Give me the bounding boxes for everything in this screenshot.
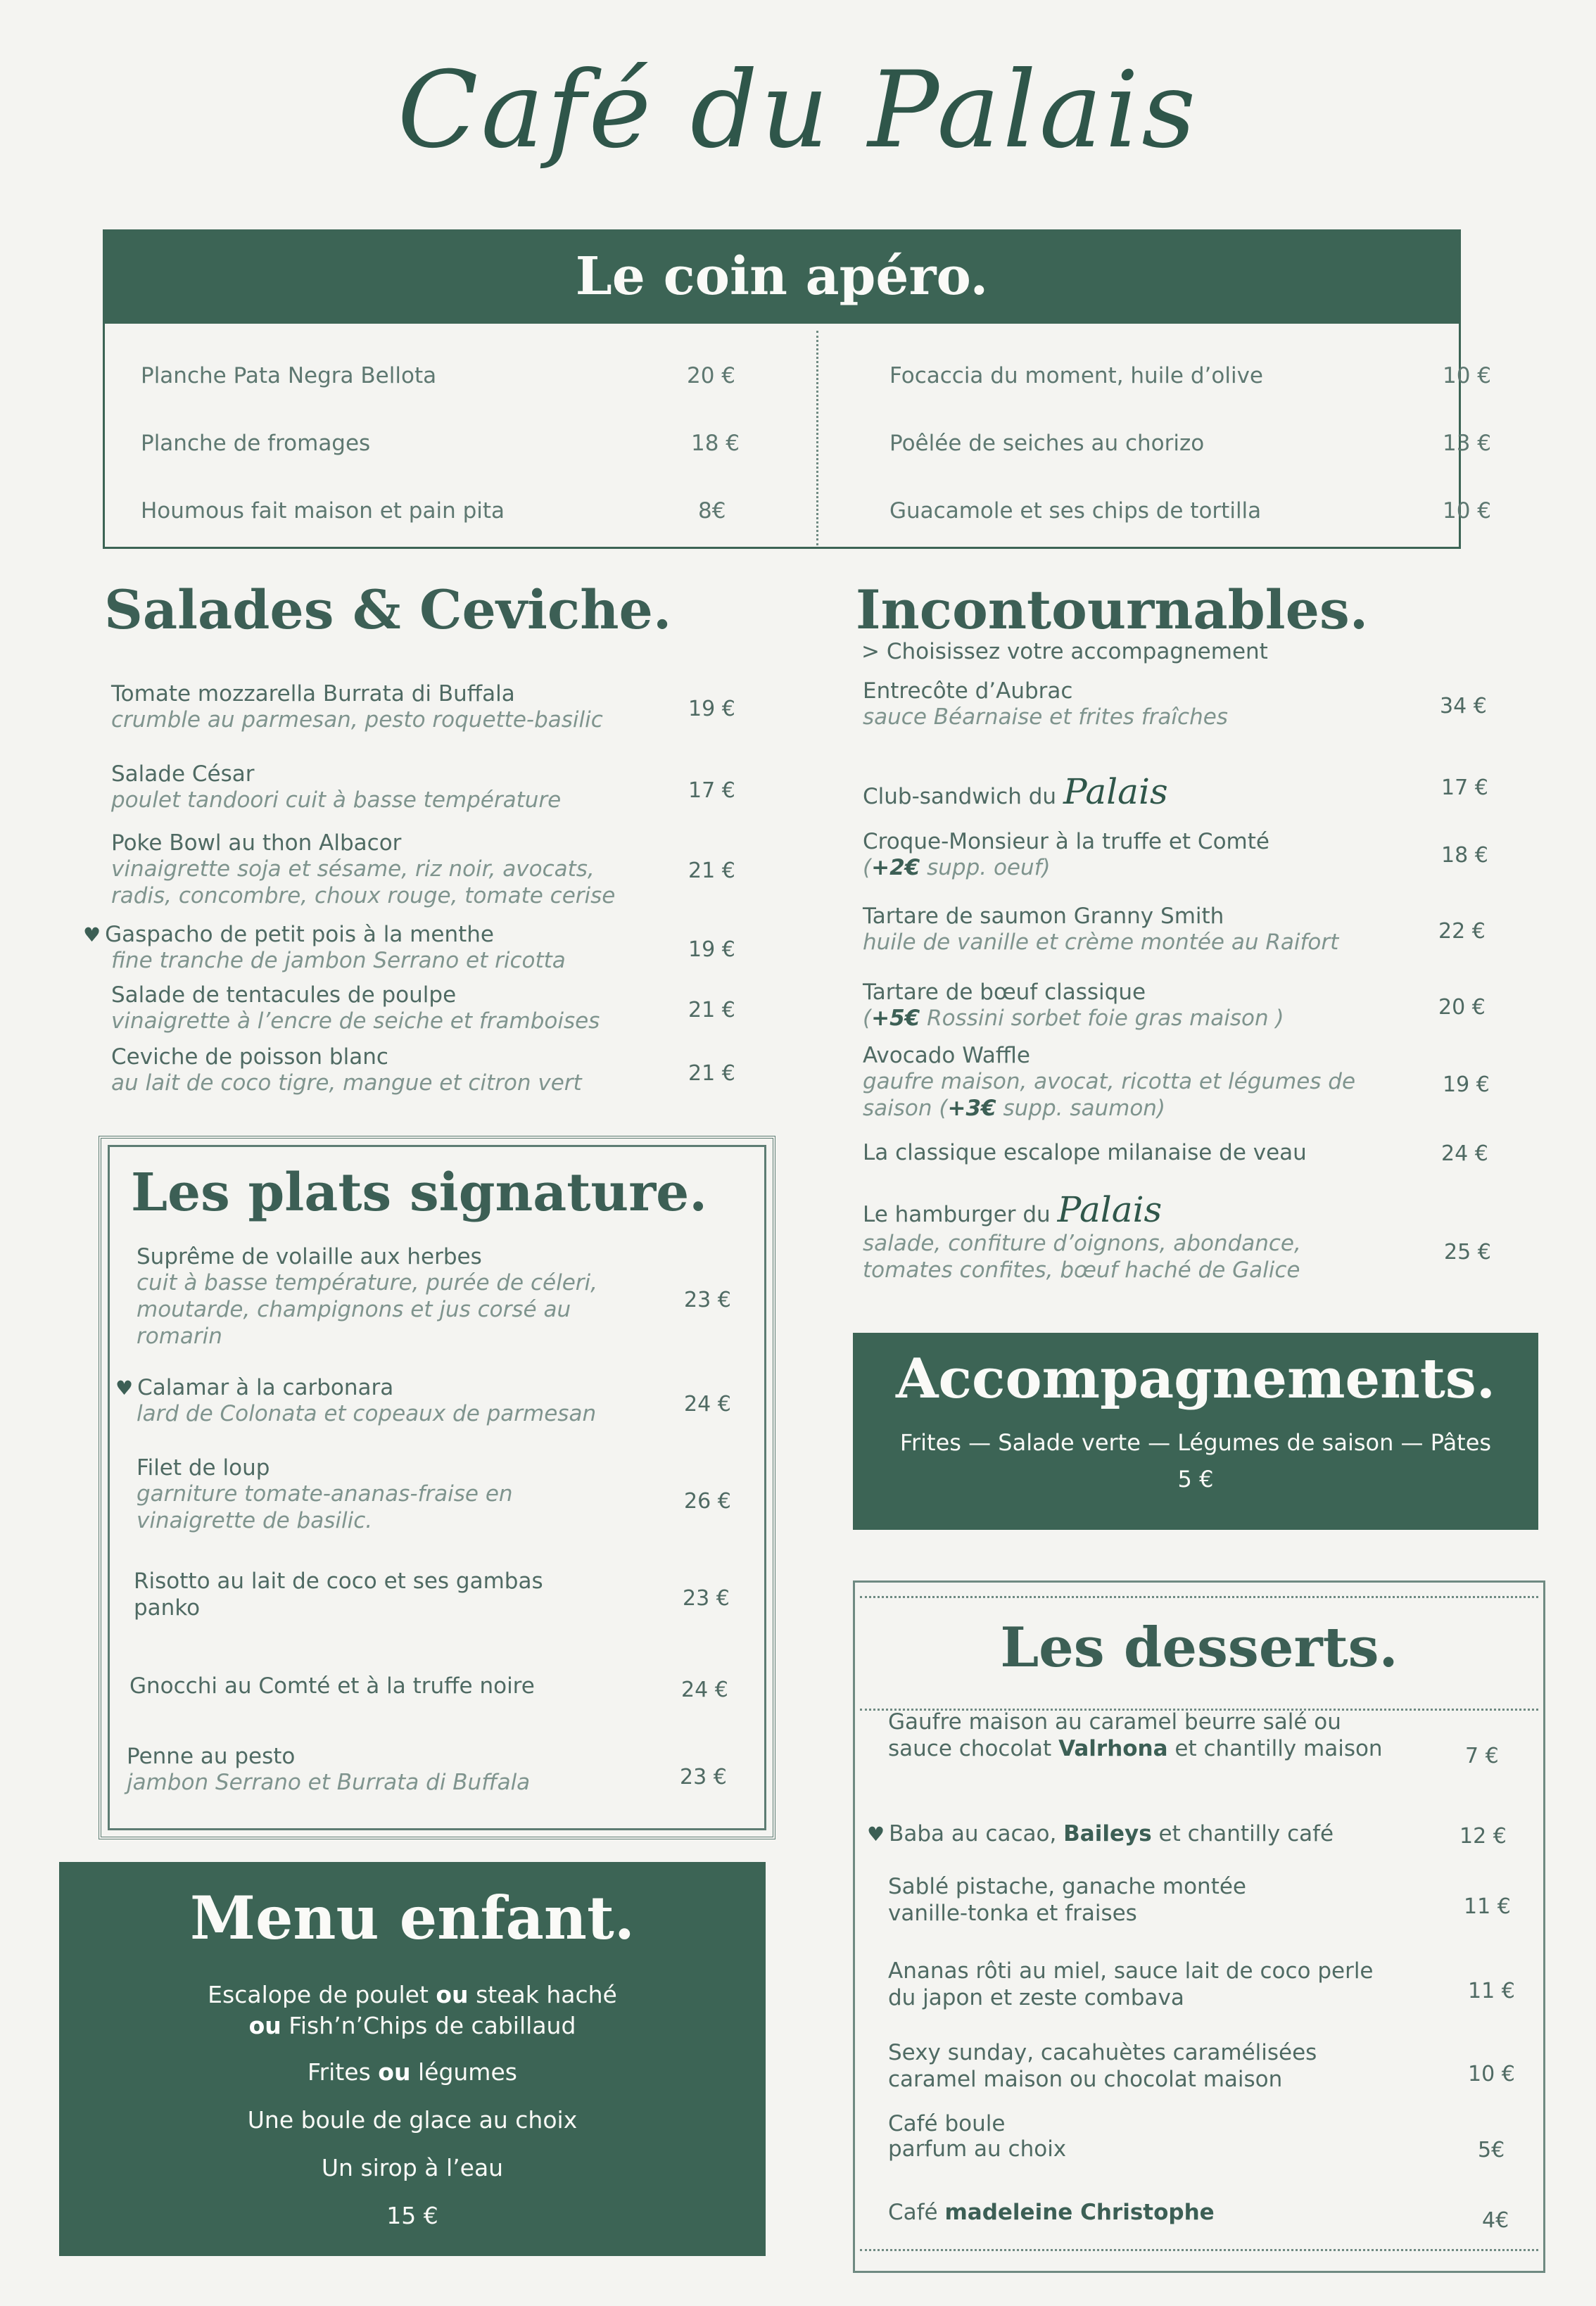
apero-item-price: 20 € [687,363,736,388]
salade-item [111,830,646,909]
item-desc: garniture tomate-ananas-fraise en vinaigrette de basilic. [137,1481,513,1533]
apero-item-name: Guacamole et ses chips de tortilla [889,498,1262,524]
enfant-line: Escalope de poulet [208,1981,429,2008]
item-name: Suprême de volaille aux herbes [137,1244,482,1269]
menu-enfant-box [59,1862,766,2256]
salade-item [111,761,674,813]
item-name: Salade César [111,761,255,787]
item-name: Gnocchi au Comté et à la truffe noire [129,1673,535,1699]
signature-item [115,1375,664,1427]
item-desc: cuit à basse température, purée de céleri, moutarde, champignons et jus corsé au romarin [137,1270,597,1349]
dessert-divider [860,2249,1538,2251]
incontournable-item: Avocado Waffle gaufre maison, avocat, ricotta et légumes de saison (+3€ supp. saumon) [863,1043,1398,1122]
item-name: Salade de tentacules de poulpe [111,982,457,1008]
apero-divider [816,331,818,545]
item-price: 24 € [684,1392,731,1417]
item-price: 7 € [1465,1744,1499,1768]
enfant-line: steak haché [476,1981,617,2008]
signature-item [137,1244,650,1350]
dessert-item: Sexy sunday, cacahuètes caramélisées caramel maison ou chocolat maison [888,2040,1317,2092]
incontournable-item [863,1189,1383,1284]
item-desc: lard de Colonata et copeaux de parmesan [137,1401,597,1426]
apero-item-name: Planche Pata Negra Bellota [141,363,437,388]
item-price: 21 € [688,1061,735,1086]
item-desc: fine tranche de jambon Serrano et ricotta [111,948,566,973]
item-name: Risotto au lait de coco et ses gambas panko [134,1569,543,1621]
item-price: 23 € [680,1765,727,1789]
enfant-line: Frites [308,2058,371,2086]
item-desc: salade, confiture d’oignons, abondance, tomates confites, bœuf haché de Galice [863,1231,1301,1283]
incontournable-item [863,904,1412,956]
item-price: 11 € [1468,1979,1515,2003]
item-price: 18 € [1441,843,1488,868]
menu-enfant-title: Menu enfant. [189,1883,635,1953]
item-price: 17 € [688,778,735,803]
item-desc: poulet tandoori cuit à basse température [111,787,562,813]
enfant-or: ou [378,2058,411,2086]
palais-script: Palais [1063,771,1168,812]
item-price: 22 € [1438,919,1486,944]
item-price: 5€ [1478,2138,1505,2162]
palais-script: Palais [1057,1189,1163,1230]
item-name: Croque-Monsieur à la truffe et Comté [863,829,1269,854]
accompagnements-title: Accompagnements. [896,1347,1495,1411]
incontournable-item [863,1140,1426,1165]
signature-item [129,1673,664,1699]
item-price: 24 € [1441,1141,1488,1166]
heart-icon: ♥ [867,1823,885,1846]
incontournables-subtitle: > Choisissez votre accompagnement [861,639,1268,664]
item-desc: huile de vanille et crème montée au Raifort [863,930,1339,955]
item-price: 23 € [684,1288,731,1312]
item-name: Poke Bowl au thon Albacor [111,830,402,856]
desserts-title: Les desserts. [1000,1616,1398,1680]
apero-item-price: 18 € [691,431,740,456]
apero-item-name: Houmous fait maison et pain pita [141,498,505,524]
cafe-logo: Café du Palais [397,49,1199,172]
dessert-item: Ananas rôti au miel, sauce lait de coco perle du japon et zeste combava [888,1958,1374,2010]
item-price: 21 € [688,998,735,1022]
apero-item-price: 13 € [1443,431,1492,456]
enfant-line: Fish’n’Chips de cabillaud [289,2012,576,2039]
heart-icon: ♥ [83,923,101,946]
dessert-divider [860,1596,1538,1598]
item-price: 17 € [1441,775,1488,800]
salade-item [111,1044,674,1096]
salade-item [111,982,674,1034]
item-name: Le hamburger du [863,1202,1051,1227]
signature-item [137,1455,531,1534]
item-name: Tartare de bœuf classique [863,980,1146,1005]
item-price: 21 € [688,859,735,883]
heart-icon: ♥ [115,1376,134,1400]
accompagnements-list: Frites — Salade verte — Légumes de saison — Pâtes [899,1429,1492,1456]
item-price: 20 € [1438,995,1486,1020]
item-price: 24 € [681,1678,728,1702]
dessert-item: Gaufre maison au caramel beurre salé ou sauce chocolat Valrhona et chantilly maison [888,1709,1383,1761]
item-price: 19 € [688,697,735,721]
enfant-line: Un sirop à l’eau [321,2154,504,2181]
item-price: 34 € [1440,694,1487,718]
item-price: 19 € [1443,1072,1490,1097]
enfant-line: Une boule de glace au choix [247,2106,578,2134]
item-name: Tomate mozzarella Burrata di Buffala [111,681,515,707]
incontournable-item: Croque-Monsieur à la truffe et Comté (+2€ supp. oeuf) [863,829,1412,881]
dessert-item: Sablé pistache, ganache montée vanille-tonka et fraises [888,1874,1247,1926]
incontournable-item: Tartare de bœuf classique (+5€ Rossini sorbet foie gras maison ) [863,980,1419,1032]
item-desc: vinaigrette soja et sésame, riz noir, avocats, radis, concombre, choux rouge, tomate cerise [111,856,616,908]
dessert-item: ♥ Baba au cacao, Baileys et chantilly café [867,1821,1334,1846]
incontournable-item [863,678,1412,730]
signature-item [127,1744,661,1796]
item-price: 26 € [684,1489,731,1514]
incontournables-title: Incontournables. [856,578,1369,641]
apero-item-name: Planche de fromages [141,431,371,456]
apero-title: Le coin apéro. [103,229,1461,324]
apero-item-price: 10 € [1443,363,1492,388]
item-desc: jambon Serrano et Burrata di Buffala [127,1770,531,1795]
item-name: La classique escalope milanaise de veau [863,1140,1307,1165]
item-price: 4€ [1482,2208,1509,2233]
item-price: 10 € [1468,2062,1515,2086]
apero-item-price: 10 € [1443,498,1492,524]
salade-item [111,681,674,733]
item-name: Filet de loup [137,1455,270,1481]
accompagnements-price: 5 € [1177,1466,1214,1493]
enfant-or: ou [436,1981,469,2008]
item-name: Tartare de saumon Granny Smith [863,904,1224,929]
enfant-or: ou [248,2012,281,2039]
apero-item-name: Focaccia du moment, huile d’olive [889,363,1263,388]
salades-title: Salades & Ceviche. [104,578,672,641]
item-name: Gaspacho de petit pois à la menthe [105,922,494,947]
item-name: Penne au pesto [127,1744,296,1769]
signature-title: Les plats signature. [131,1162,708,1223]
item-desc: crumble au parmesan, pesto roquette-basilic [111,707,603,733]
item-name: Calamar à la carbonara [137,1375,394,1400]
item-name: Ceviche de poisson blanc [111,1044,388,1070]
item-name: Avocado Waffle [863,1043,1030,1068]
salade-item [83,922,674,974]
item-desc: vinaigrette à l’encre de seiche et framboises [111,1008,600,1034]
incontournable-item [863,771,1412,812]
enfant-price: 15 € [386,2202,438,2229]
desserts-box [853,1580,1545,2273]
item-desc: sauce Béarnaise et frites fraîches [863,704,1228,730]
enfant-line: légumes [417,2058,517,2086]
apero-item-name: Poêlée de seiches au chorizo [889,431,1205,456]
accompagnements-box [853,1333,1538,1530]
item-price: 19 € [688,937,735,962]
item-price: 12 € [1459,1824,1507,1849]
item-desc: au lait de coco tigre, mangue et citron vert [111,1070,582,1096]
dessert-item: Café madeleine Christophe [888,2200,1215,2225]
dessert-item: Café boule parfum au choix [888,2111,1067,2162]
item-name: Club-sandwich du [863,784,1057,809]
apero-item-price: 8€ [698,498,726,524]
item-price: 11 € [1464,1894,1511,1919]
item-name: Entrecôte d’Aubrac [863,678,1073,704]
signature-item [134,1568,612,1621]
item-price: 23 € [683,1586,730,1611]
item-price: 25 € [1444,1240,1491,1265]
